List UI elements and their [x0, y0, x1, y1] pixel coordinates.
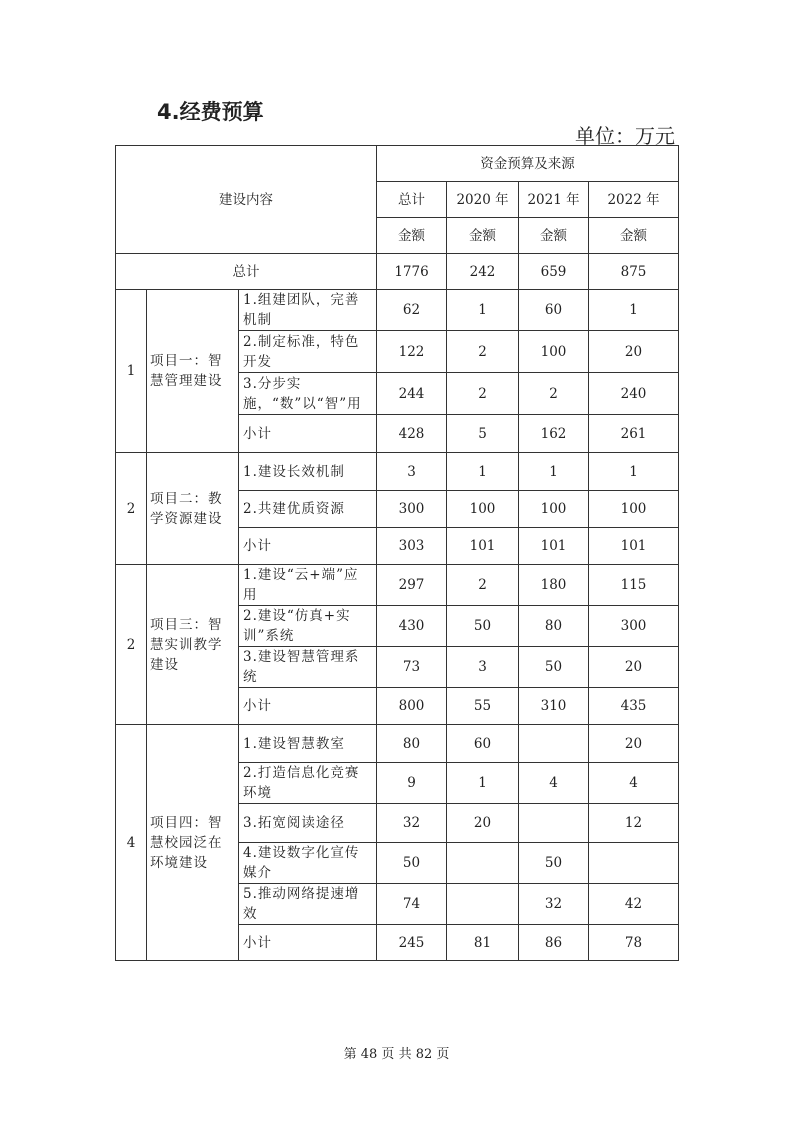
- section-index: 2: [116, 565, 147, 725]
- item-label: 小计: [239, 528, 377, 565]
- total-value: 1776: [377, 254, 447, 290]
- item-value: 2: [447, 373, 519, 415]
- item-value: 1: [447, 763, 519, 804]
- unit-label: 单位：万元: [575, 124, 675, 148]
- section-name: 项目四：智慧校园泛在环境建设: [147, 725, 239, 961]
- item-value: 60: [447, 725, 519, 763]
- section-name: 项目一：智慧管理建设: [147, 290, 239, 453]
- item-value: 81: [447, 925, 519, 961]
- item-value: 42: [589, 884, 679, 925]
- item-label: 1.建设“云+端”应用: [239, 565, 377, 606]
- table-row: [116, 290, 679, 331]
- item-value: 122: [377, 331, 447, 373]
- item-value: 3: [447, 647, 519, 688]
- item-value: 300: [589, 606, 679, 647]
- total-row: [116, 254, 679, 290]
- total-value: 875: [589, 254, 679, 290]
- item-value: 80: [519, 606, 589, 647]
- item-value: 115: [589, 565, 679, 606]
- header-sub: 金额: [447, 218, 519, 254]
- page-footer: 第 48 页 共 82 页: [343, 1047, 450, 1062]
- item-value: [519, 725, 589, 763]
- item-value: 50: [377, 843, 447, 884]
- item-value: 245: [377, 925, 447, 961]
- item-value: 430: [377, 606, 447, 647]
- item-value: 2: [519, 373, 589, 415]
- item-value: 20: [589, 331, 679, 373]
- item-label: 小计: [239, 925, 377, 961]
- item-value: 428: [377, 415, 447, 453]
- section-heading: 4.经费预算: [157, 100, 264, 124]
- section-index: 1: [116, 290, 147, 453]
- item-value: 86: [519, 925, 589, 961]
- item-value: 9: [377, 763, 447, 804]
- item-value: 101: [589, 528, 679, 565]
- item-value: 1: [447, 290, 519, 331]
- item-value: 1: [589, 290, 679, 331]
- total-value: 242: [447, 254, 519, 290]
- item-value: 100: [519, 491, 589, 528]
- item-label: 小计: [239, 688, 377, 725]
- item-label: 2.制定标准，特色开发: [239, 331, 377, 373]
- item-label: 1.建设智慧教室: [239, 725, 377, 763]
- item-value: 12: [589, 804, 679, 843]
- item-value: 32: [519, 884, 589, 925]
- header-col: 总计: [377, 182, 447, 218]
- item-label: 2.共建优质资源: [239, 491, 377, 528]
- header-col: 2020 年: [447, 182, 519, 218]
- item-label: 3.拓宽阅读途径: [239, 804, 377, 843]
- item-label: 1.组建团队，完善机制: [239, 290, 377, 331]
- item-value: [447, 843, 519, 884]
- item-label: 4.建设数字化宣传媒介: [239, 843, 377, 884]
- header-content: 建设内容: [116, 146, 377, 254]
- item-value: 2: [447, 565, 519, 606]
- item-value: 101: [447, 528, 519, 565]
- item-value: 244: [377, 373, 447, 415]
- item-value: 2: [447, 331, 519, 373]
- item-value: 1: [519, 453, 589, 491]
- item-value: 50: [519, 843, 589, 884]
- item-value: 20: [447, 804, 519, 843]
- item-value: 73: [377, 647, 447, 688]
- item-value: 100: [589, 491, 679, 528]
- section-name: 项目三：智慧实训教学建设: [147, 565, 239, 725]
- budget-table: [115, 145, 679, 961]
- section-index: 4: [116, 725, 147, 961]
- item-value: 310: [519, 688, 589, 725]
- item-value: 297: [377, 565, 447, 606]
- item-label: 1.建设长效机制: [239, 453, 377, 491]
- item-value: 20: [589, 647, 679, 688]
- item-value: 180: [519, 565, 589, 606]
- item-value: [589, 843, 679, 884]
- item-value: [447, 884, 519, 925]
- item-label: 2.建设“仿真+实训”系统: [239, 606, 377, 647]
- item-value: 3: [377, 453, 447, 491]
- item-value: 20: [589, 725, 679, 763]
- item-value: 300: [377, 491, 447, 528]
- header-budget-source: 资金预算及来源: [377, 146, 679, 182]
- section-name: 项目二：教学资源建设: [147, 453, 239, 565]
- item-label: 5.推动网络提速增效: [239, 884, 377, 925]
- item-value: 303: [377, 528, 447, 565]
- header-sub: 金额: [519, 218, 589, 254]
- table-row: [116, 565, 679, 606]
- item-value: 100: [447, 491, 519, 528]
- table-row: [116, 725, 679, 763]
- item-value: 5: [447, 415, 519, 453]
- item-label: 3.建设智慧管理系统: [239, 647, 377, 688]
- table-row: [116, 453, 679, 491]
- item-value: 50: [519, 647, 589, 688]
- total-value: 659: [519, 254, 589, 290]
- item-label: 3.分步实施，“数”以“智”用: [239, 373, 377, 415]
- item-value: 240: [589, 373, 679, 415]
- item-value: 1: [447, 453, 519, 491]
- header-col: 2022 年: [589, 182, 679, 218]
- item-value: 80: [377, 725, 447, 763]
- item-value: 435: [589, 688, 679, 725]
- item-value: 261: [589, 415, 679, 453]
- item-value: 74: [377, 884, 447, 925]
- item-value: 162: [519, 415, 589, 453]
- item-label: 2.打造信息化竞赛环境: [239, 763, 377, 804]
- header-sub: 金额: [377, 218, 447, 254]
- item-value: 4: [519, 763, 589, 804]
- item-value: 55: [447, 688, 519, 725]
- item-value: 62: [377, 290, 447, 331]
- item-value: 78: [589, 925, 679, 961]
- item-label: 小计: [239, 415, 377, 453]
- item-value: 101: [519, 528, 589, 565]
- item-value: 1: [589, 453, 679, 491]
- header-sub: 金额: [589, 218, 679, 254]
- item-value: 60: [519, 290, 589, 331]
- total-label: 总计: [116, 254, 377, 290]
- item-value: 800: [377, 688, 447, 725]
- item-value: 50: [447, 606, 519, 647]
- item-value: 4: [589, 763, 679, 804]
- section-index: 2: [116, 453, 147, 565]
- item-value: 100: [519, 331, 589, 373]
- item-value: 32: [377, 804, 447, 843]
- header-col: 2021 年: [519, 182, 589, 218]
- item-value: [519, 804, 589, 843]
